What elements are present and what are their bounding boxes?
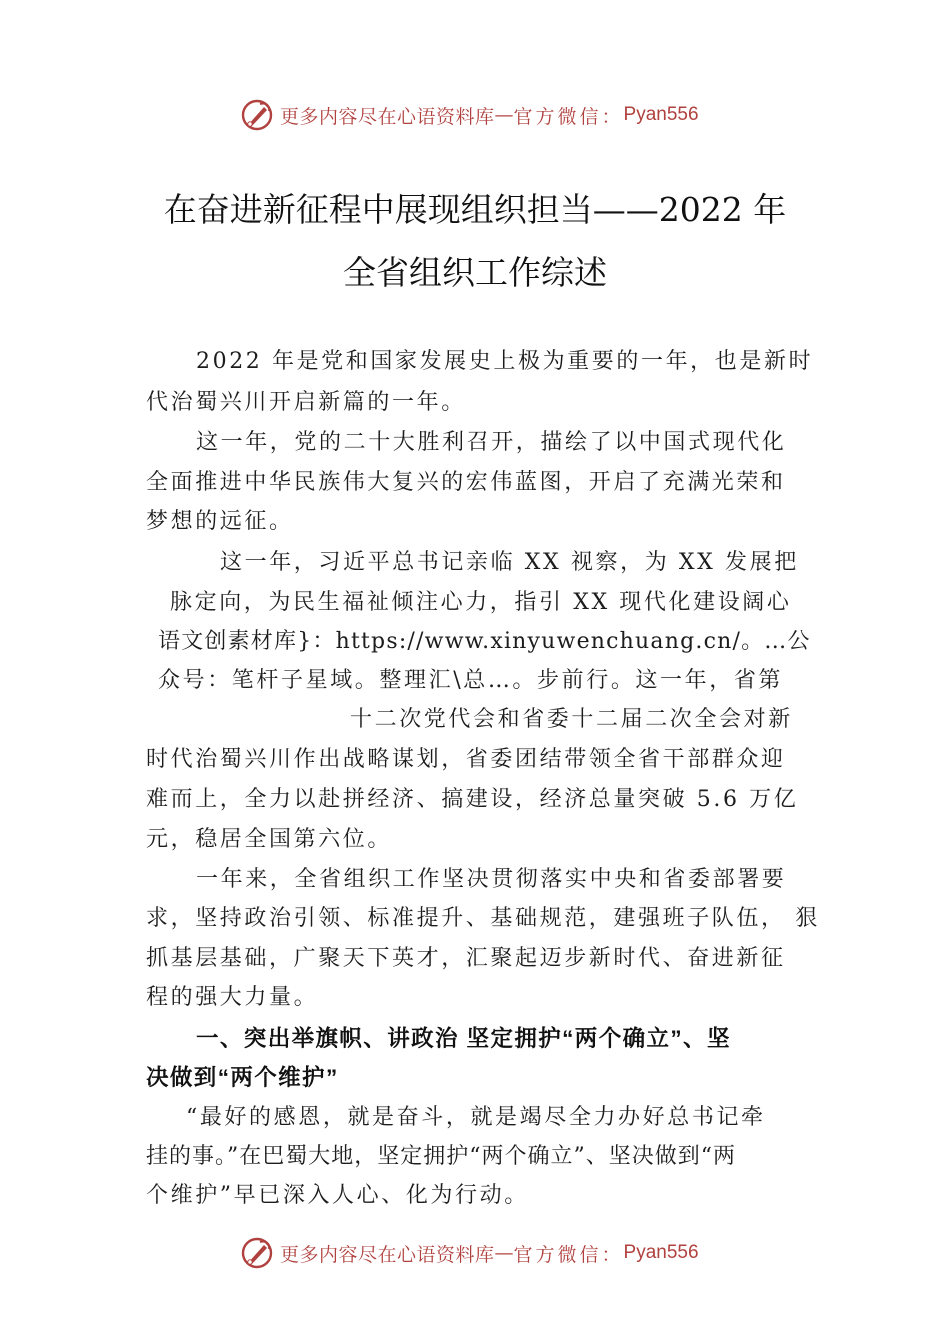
body-line: 抓基层基础，广聚天下英才，汇聚起迈步新时代、奋进新征 xyxy=(146,946,786,971)
header-banner xyxy=(0,95,950,135)
body-line: 程的强大力量。 xyxy=(146,985,319,1010)
body-line: 个维护”早已深入人心、化为行动。 xyxy=(146,1183,529,1208)
banner-title: 更多内容尽在心语资料库 xyxy=(280,1243,495,1266)
banner-dash: — xyxy=(494,104,514,126)
body-line: 挂的事。”在巴蜀大地，坚定拥护“两个确立”、坚决做到“两 xyxy=(146,1144,736,1169)
footer-banner xyxy=(0,1233,950,1273)
banner-dash: — xyxy=(494,1242,514,1264)
section-heading-line-1: 一、突出举旗帜、讲政治 坚定拥护“两个确立”、坚 xyxy=(196,1026,731,1051)
banner-wechat-id: Pyan556 xyxy=(623,1242,699,1263)
body-line: 代治蜀兴川开启新篇的一年。 xyxy=(146,390,466,415)
body-line: 一年来，全省组织工作坚决贯彻落实中央和省委部署要 xyxy=(196,867,787,892)
body-line: “最好的感恩，就是奋斗，就是竭尽全力办好总书记牵 xyxy=(186,1105,766,1130)
body-line: 梦想的远征。 xyxy=(146,509,294,534)
banner-wechat-id: Pyan556 xyxy=(623,104,699,125)
body-line: 求，坚持政治引领、标准提升、基础规范，建强班子队伍， 狠 xyxy=(146,906,820,931)
body-line: 语文创素材库}：https://www.xinyuwenchuang.cn/。…公 xyxy=(158,629,811,654)
document-title-line-1: 在奋进新征程中展现组织担当——2022 年 xyxy=(163,190,787,229)
section-heading-line-2: 决做到“两个维护” xyxy=(146,1065,339,1090)
body-line: 脉定向，为民生福祉倾注心力，指引 XX 现代化建设阔心 xyxy=(170,590,792,615)
body-line: 全面推进中华民族伟大复兴的宏伟蓝图，开启了充满光荣和 xyxy=(146,470,786,495)
body-line: 时代治蜀兴川作出战略谋划，省委团结带领全省干部群众迎 xyxy=(146,747,786,772)
document-title-line-2: 全省组织工作综述 xyxy=(343,253,607,292)
body-line: 众号：笔杆子星域。整理汇\总…。步前行。这一年，省第 xyxy=(158,668,784,693)
pen-logo-icon xyxy=(240,98,274,132)
body-line: 这一年，党的二十大胜利召开，描绘了以中国式现代化 xyxy=(196,430,787,455)
pen-logo-icon xyxy=(240,1236,274,1270)
banner-wechat-label: 官方微信： xyxy=(513,1243,624,1266)
body-line: 难而上，全力以赴拼经济、搞建设，经济总量突破 5.6 万亿 xyxy=(146,787,799,812)
body-line: 2022 年是党和国家发展史上极为重要的一年，也是新时 xyxy=(196,349,814,374)
body-line: 这一年，习近平总书记亲临 XX 视察，为 XX 发展把 xyxy=(220,550,799,575)
banner-wechat-label: 官方微信： xyxy=(513,105,624,128)
body-line: 十二次党代会和省委十二届二次全会对新 xyxy=(350,707,793,732)
banner-title: 更多内容尽在心语资料库 xyxy=(280,105,495,128)
body-line: 元，稳居全国第六位。 xyxy=(146,827,393,852)
